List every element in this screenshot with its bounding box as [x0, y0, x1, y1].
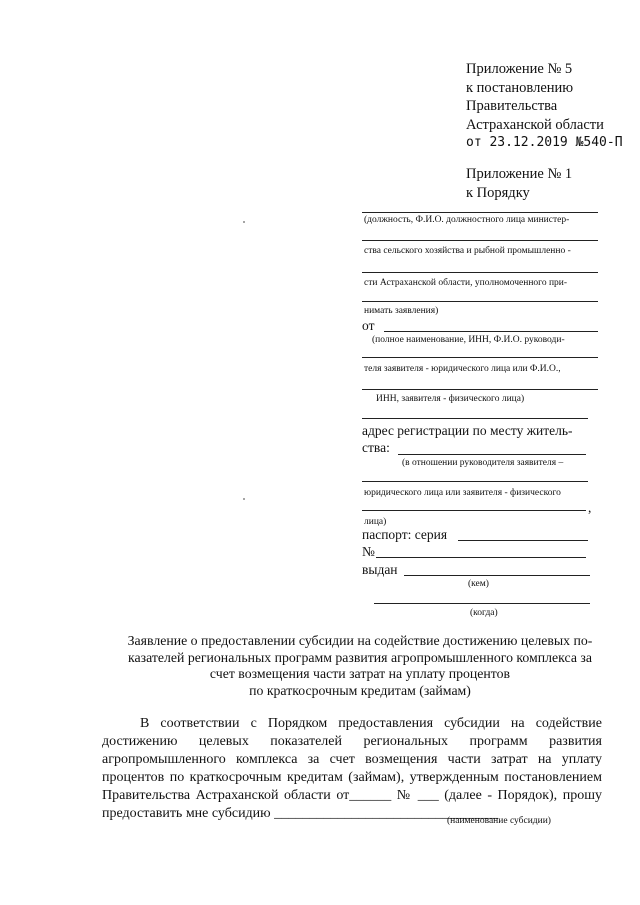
passport-issued-line [404, 575, 590, 576]
scan-speck [243, 498, 245, 500]
title-line: счет возмещения части затрат на уплату процентов [209, 666, 511, 682]
passport-issued-label: выдан [362, 562, 398, 577]
address-hint: лица) [364, 517, 387, 527]
from-hint: (полное наименование, ИНН, Ф.И.О. руководи- [372, 335, 565, 345]
from-label: от [362, 318, 375, 333]
appendix-5-block [466, 60, 623, 153]
passport-number-line [376, 557, 586, 558]
recipient-line [362, 240, 598, 241]
scan-speck [243, 221, 245, 223]
passport-date-line [374, 603, 590, 604]
appendix-5-line: Приложение № 5 [466, 61, 573, 77]
from-hint: ИНН, заявителя - физического лица) [376, 394, 525, 404]
recipient-hint: (должность, Ф.И.О. должностного лица министер- [364, 215, 570, 225]
title-line: Заявление о предоставлении субсидии на содействие достижению целевых по- [127, 633, 593, 648]
address-hint: юридического лица или заявителя - физического [364, 488, 561, 498]
appendix-5-date-line: от 23.12.2019 №540-П [466, 135, 623, 150]
appendix-5-line: Правительства [466, 98, 558, 114]
from-line [384, 331, 598, 332]
passport-number-label: № [362, 544, 375, 559]
address-line [362, 481, 588, 482]
address-hint: (в отношении руководителя заявителя – [402, 458, 564, 468]
from-hint: теля заявителя - юридического лица или Ф.И.О., [364, 364, 561, 374]
appendix-5-line: Астраханской области [466, 116, 604, 133]
passport-by-whom-hint: (кем) [468, 579, 489, 589]
title-line: казателей региональных программ развития агропромышленного комплекса за [128, 649, 592, 665]
document-title [110, 633, 610, 699]
recipient-line [362, 212, 598, 213]
passport-series-label: паспорт: серия [362, 527, 448, 542]
body-paragraph: В соответствии с Порядком предоставления субсидии на содействие достижению целевых показателей региональных программ развития агропромышленного комплекса за счет возмещения части затрат на уплату процентов по краткосрочным кредитам (займам), утвержденным постановлением Правительства Астраханской области от______ № ___ (далее - Порядок), прошу предоставить мне субсидию ________________________________ [102, 716, 602, 821]
address-label: ства: [362, 440, 390, 455]
from-line [362, 418, 588, 419]
recipient-hint: ства сельского хозяйства и рыбной промышленно - [364, 246, 571, 256]
from-line [362, 389, 598, 390]
address-line [398, 454, 586, 455]
from-line [362, 357, 598, 358]
address-label: адрес регистрации по месту житель- [362, 423, 573, 438]
subsidy-name-hint: (наименование субсидии) [447, 816, 551, 826]
appendix-1-line: к Порядку [466, 184, 530, 201]
appendix-5-line: к постановлению [466, 79, 574, 96]
address-comma: , [588, 500, 592, 515]
passport-series-line [458, 540, 588, 541]
recipient-hint: нимать заявления) [364, 306, 439, 316]
title-line: по краткосрочным кредитам (займам) [249, 682, 471, 698]
passport-when-hint: (когда) [470, 608, 498, 618]
appendix-1-line: Приложение № 1 [466, 166, 573, 182]
recipient-line [362, 272, 598, 273]
appendix-1-block [466, 165, 572, 202]
recipient-line [362, 301, 598, 302]
recipient-hint: сти Астраханской области, уполномоченного при- [364, 278, 568, 288]
address-line [362, 510, 586, 511]
